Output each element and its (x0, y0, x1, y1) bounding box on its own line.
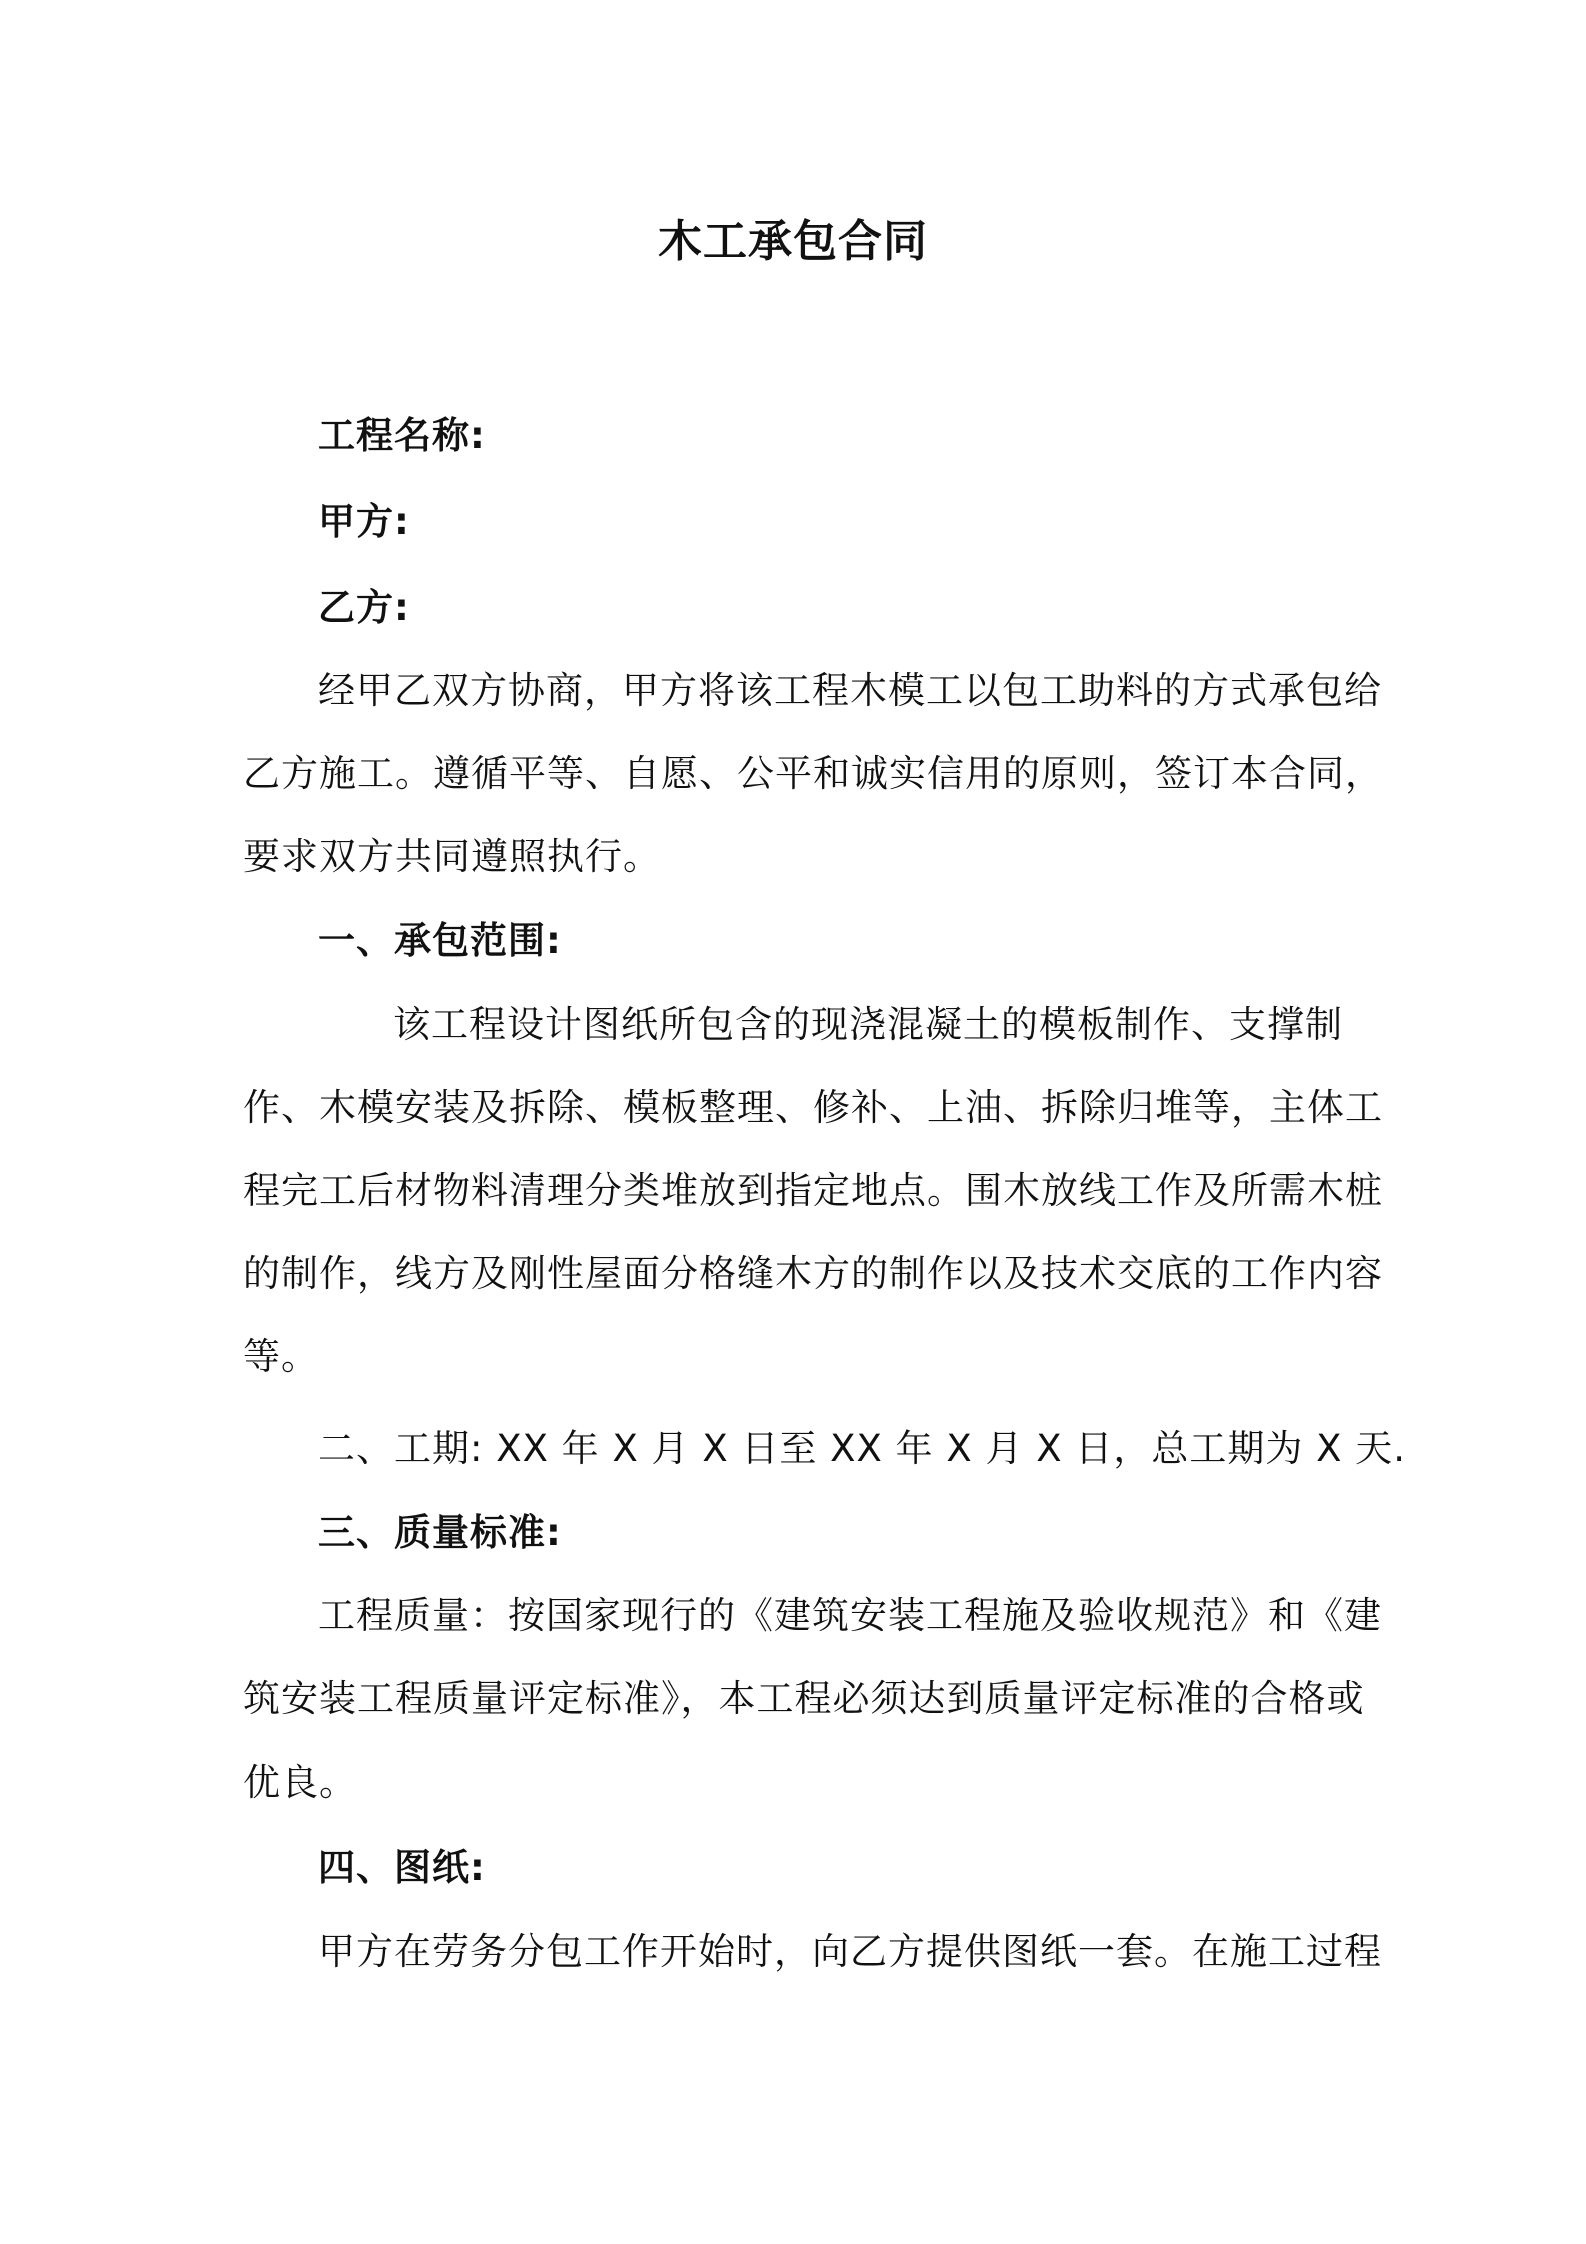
section1-line-1: 该工程设计图纸所包含的现浇混凝土的模板制作、支撑制 (393, 1003, 1343, 1046)
section1-line-3: 程完工后材物料清理分类堆放到指定地点。围木放线工作及所需木桩 (243, 1169, 1383, 1212)
section1-heading: 一、承包范围: (318, 919, 562, 962)
project-name-label: 工程名称: (318, 414, 486, 457)
party-b-label: 乙方: (318, 586, 410, 629)
section3-line-3: 优良。 (243, 1761, 357, 1804)
intro-line-2: 乙方施工。遵循平等、自愿、公平和诚实信用的原则，签订本合同， (243, 752, 1383, 795)
section4-heading: 四、图纸: (318, 1846, 486, 1889)
party-a-label: 甲方: (318, 500, 410, 543)
intro-line-1: 经甲乙双方协商，甲方将该工程木模工以包工助料的方式承包给 (318, 669, 1382, 712)
section2-line: 二、工期: XX 年 X 月 X 日至 XX 年 X 月 X 日，总工期为 X 天. (318, 1427, 1407, 1470)
section4-line-1: 甲方在劳务分包工作开始时，向乙方提供图纸一套。在施工过程 (318, 1930, 1382, 1973)
intro-line-3: 要求双方共同遵照执行。 (243, 835, 661, 878)
section1-line-2: 作、木模安装及拆除、模板整理、修补、上油、拆除归堆等，主体工 (243, 1086, 1383, 1129)
section3-line-1: 工程质量：按国家现行的《建筑安装工程施及验收规范》和《建 (318, 1594, 1382, 1637)
section3-heading: 三、质量标准: (318, 1511, 562, 1554)
section1-line-4: 的制作，线方及刚性屋面分格缝木方的制作以及技术交底的工作内容 (243, 1252, 1383, 1295)
document-title: 木工承包合同 (658, 216, 928, 267)
section1-line-5: 等。 (243, 1335, 319, 1378)
section3-line-2: 筑安装工程质量评定标准》，本工程必须达到质量评定标准的合格或 (243, 1677, 1365, 1720)
